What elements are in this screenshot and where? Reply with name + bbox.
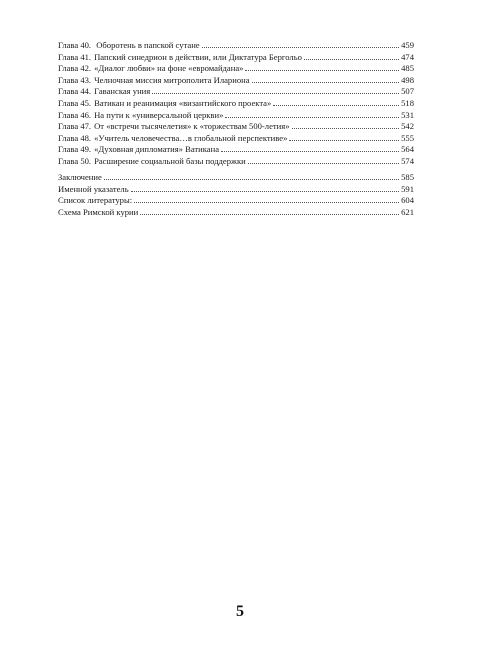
toc-entry-chapter-44 — [58, 86, 414, 98]
toc-entry-chapter-40 — [58, 40, 414, 52]
toc-entry-label — [58, 75, 250, 87]
toc-entry-label — [58, 63, 243, 75]
chapter-number: Глава 46. — [58, 109, 92, 120]
page-ref: 555 — [401, 132, 414, 143]
toc-back-matter — [58, 172, 414, 218]
page-ref: 531 — [401, 109, 414, 120]
toc-entry-label — [58, 98, 271, 110]
toc-entry-chapter-48 — [58, 133, 414, 145]
dot-leader — [152, 93, 399, 94]
chapter-number: Глава 50. — [58, 155, 92, 166]
dot-leader — [292, 128, 400, 129]
page-ref: 621 — [401, 206, 414, 217]
page-ref: 564 — [401, 144, 414, 155]
page-ref: 518 — [401, 97, 414, 108]
toc-entry-chapter-45 — [58, 98, 414, 110]
dot-leader — [273, 105, 399, 106]
toc-entry-chapter-42 — [58, 63, 414, 75]
chapter-number: Глава 47. — [58, 121, 92, 132]
chapter-title: «Учитель человечества…в глобальной перспективе» — [94, 132, 288, 143]
chapter-title: «Духовная дипломатия» Ватикана — [94, 144, 220, 155]
page-ref: 507 — [401, 86, 414, 97]
chapter-title: Папский синедрион в действии, или Диктатура Бергольо — [94, 51, 302, 62]
chapter-number: Глава 42. — [58, 63, 92, 74]
toc-entry-curia-scheme — [58, 207, 414, 219]
page-ref: 585 — [401, 172, 414, 182]
toc-entry-title: Список литературы: — [58, 195, 133, 206]
chapter-number: Глава 49. — [58, 144, 92, 155]
dot-leader — [245, 70, 399, 71]
chapter-number: Глава 44. — [58, 86, 92, 97]
toc-entry-label — [58, 121, 290, 133]
page-ref: 542 — [401, 121, 414, 132]
toc-entry-label — [58, 52, 302, 64]
toc-entry-chapter-46 — [58, 110, 414, 122]
toc-entry-bibliography — [58, 195, 414, 207]
toc-entry-chapter-47 — [58, 121, 414, 133]
chapter-title: Ватикан и реанимация «византийского проекта» — [94, 97, 272, 108]
toc-entry-label — [58, 40, 200, 52]
toc-entry-name-index — [58, 184, 414, 196]
chapter-title: Расширение социальной базы поддержки — [94, 155, 246, 166]
page-ref: 459 — [401, 40, 414, 50]
page-ref: 485 — [401, 63, 414, 74]
dot-leader — [134, 202, 399, 203]
chapter-title: «Диалог любви» на фоне «евромайдана» — [94, 63, 244, 74]
toc-chapters — [58, 40, 414, 168]
chapter-title: От «встречи тысячелетия» к «торжествам 500-летия» — [94, 121, 290, 132]
dot-leader — [221, 151, 399, 152]
toc-entry-label — [58, 110, 223, 122]
toc-entry-title: Схема Римской курии — [58, 206, 139, 217]
toc-entry-label — [58, 144, 219, 156]
dot-leader — [304, 59, 399, 60]
toc-entry-label — [58, 86, 150, 98]
chapter-title: На пути к «универсальной церкви» — [94, 109, 224, 120]
toc-entry-conclusion — [58, 172, 414, 184]
toc-entry-title: Именной указатель — [58, 183, 129, 194]
chapter-number: Глава 40. — [58, 40, 92, 50]
chapter-number: Глава 45. — [58, 97, 92, 108]
dot-leader — [131, 191, 399, 192]
toc-entry-chapter-43 — [58, 75, 414, 87]
chapter-number: Глава 43. — [58, 74, 92, 85]
dot-leader — [252, 82, 400, 83]
page-ref: 604 — [401, 195, 414, 206]
page-ref: 574 — [401, 155, 414, 166]
page-ref: 498 — [401, 74, 414, 85]
toc-entry-chapter-41 — [58, 52, 414, 64]
chapter-title: Челночная миссия митрополита Илариона — [94, 74, 250, 85]
toc-entry-chapter-50 — [58, 156, 414, 168]
toc-entry-label — [58, 133, 287, 145]
dot-leader — [248, 163, 399, 164]
toc-entry-title: Заключение — [58, 172, 102, 182]
chapter-title: Гаванская уния — [94, 86, 151, 97]
chapter-title: Оборотень в папской сутане — [94, 40, 200, 50]
chapter-number: Глава 48. — [58, 132, 92, 143]
dot-leader — [140, 214, 399, 215]
dot-leader — [289, 140, 399, 141]
page-ref: 474 — [401, 51, 414, 62]
toc-entry-chapter-49 — [58, 144, 414, 156]
page-number: 5 — [236, 603, 244, 620]
chapter-number: Глава 41. — [58, 51, 92, 62]
dot-leader — [104, 179, 399, 180]
page-ref: 591 — [401, 183, 414, 194]
dot-leader — [225, 117, 399, 118]
toc-entry-label — [58, 156, 246, 168]
dot-leader — [202, 47, 400, 48]
